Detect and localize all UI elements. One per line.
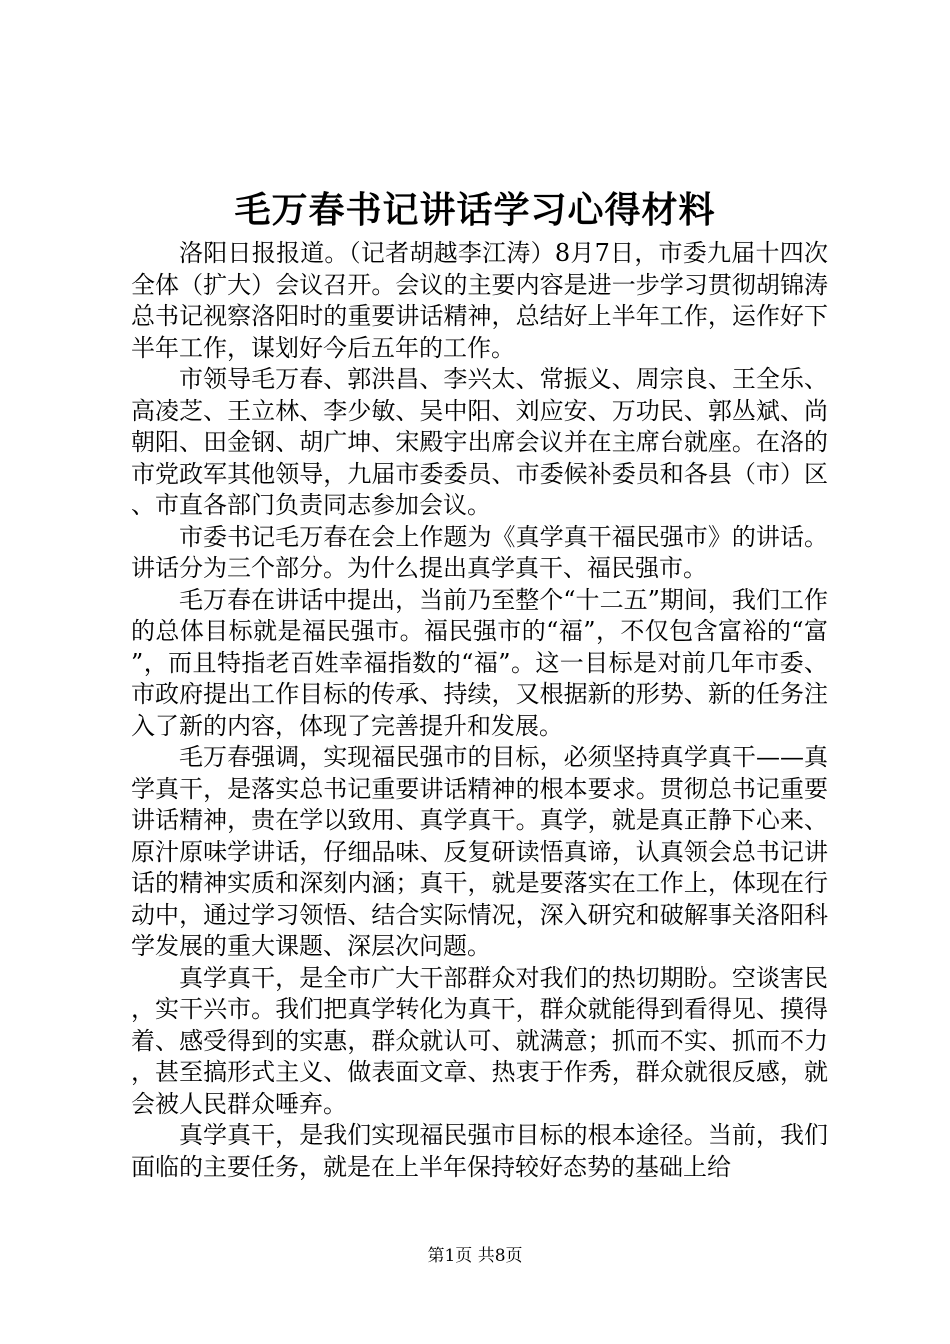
paragraph-3: 市委书记毛万春在会上作题为《真学真干福民强市》的讲话。讲话分为三个部分。为什么提出真学真干、福民强市。 [131, 522, 828, 582]
paragraph-5: 毛万春强调，实现福民强市的目标，必须坚持真学真干——真学真干，是落实总书记重要讲话精神的根本要求。贯彻总书记重要讲话精神，贵在学以致用、真学真干。真学，就是真正静下心来、原汁原味学讲话，仔细品味、反复研读悟真谛，认真领会总书记讲话的精神实质和深刻内涵；真干，就是要落实在工作上，体现在行动中，通过学习领悟、结合实际情况，深入研究和破解事关洛阳科学发展的重大课题、深层次问题。 [131, 743, 828, 960]
document-title: 毛万春书记讲话学习心得材料 [234, 189, 716, 231]
paragraph-7: 真学真干，是我们实现福民强市目标的根本途径。当前，我们面临的主要任务，就是在上半年保持较好态势的基础上给 [131, 1121, 828, 1181]
page-number-footer: 第1页 共8页 [427, 1246, 523, 1266]
paragraph-1: 洛阳日报报道。（记者胡越李江涛）8月7日，市委九届十四次全体（扩大）会议召开。会议的主要内容是进一步学习贯彻胡锦涛总书记视察洛阳时的重要讲话精神，总结好上半年工作，运作好下半年工作，谋划好今后五年的工作。 [131, 239, 828, 362]
paragraph-6: 真学真干，是全市广大干部群众对我们的热切期盼。空谈害民，实干兴市。我们把真学转化为真干，群众就能得到看得见、摸得着、感受得到的实惠，群众就认可、就满意；抓而不实、抓而不力，甚至搞形式主义、做表面文章、热衷于作秀，群众就很反感，就会被人民群众唾弃。 [131, 963, 828, 1118]
document-body [131, 238, 828, 1183]
paragraph-2: 市领导毛万春、郭洪昌、李兴太、常振义、周宗良、王全乐、高凌芝、王立林、李少敏、吴中阳、刘应安、万功民、郭丛斌、尚朝阳、田金钢、胡广坤、宋殿宇出席会议并在主席台就座。在洛的市党政军其他领导，九届市委委员、市委候补委员和各县（市）区、市直各部门负责同志参加会议。 [131, 365, 828, 519]
paragraph-4: 毛万春在讲话中提出，当前乃至整个“十二五”期间，我们工作的总体目标就是福民强市。福民强市的“福”，不仅包含富裕的“富”，而且特指老百姓幸福指数的“福”。这一目标是对前几年市委、市政府提出工作目标的传承、持续，又根据新的形势、新的任务注入了新的内容，体现了完善提升和发展。 [131, 585, 828, 740]
